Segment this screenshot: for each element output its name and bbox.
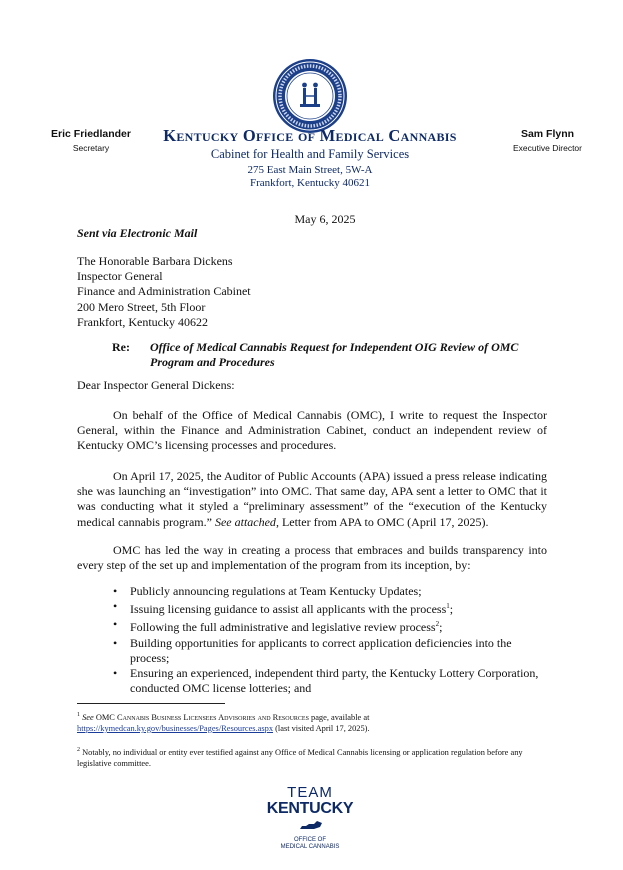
secretary-block	[46, 128, 136, 153]
recipient-block	[77, 254, 251, 330]
paragraph-3	[77, 543, 547, 573]
footnote-ref[interactable]: 1	[446, 602, 450, 611]
kentucky-state-icon	[300, 821, 322, 830]
office-name: Kentucky Office of Medical Cannabis	[163, 126, 457, 145]
recipient-line: Finance and Administration Cabinet	[77, 284, 251, 299]
bullet-icon: •	[113, 599, 118, 614]
logo-team: TEAM	[287, 784, 333, 801]
executive-director-block	[500, 128, 595, 153]
list-item: • Building opportunities for applicants to correct application deficiencies into the process;	[113, 635, 512, 665]
delivery-method: Sent via Electronic Mail	[77, 226, 198, 240]
team-kentucky-logo	[255, 784, 365, 850]
bullet-icon: •	[113, 635, 118, 650]
bullet-icon: •	[113, 666, 118, 681]
bullet-icon: •	[113, 584, 118, 598]
logo-kentucky: KENTUCKY	[255, 800, 365, 834]
paragraph-2	[77, 469, 547, 530]
secretary-title: Secretary	[72, 143, 110, 153]
list-item: • Publicly announcing regulations at Team Kentucky Updates;	[113, 584, 422, 598]
bullet-icon: •	[113, 617, 118, 632]
paragraph-2-end: , Letter from APA to OMC (April 17, 2025).	[275, 514, 489, 529]
paragraph-3-text: OMC has led the way in creating a process that embraces and builds transparency into every step of the set up and implementation of the program from its inception, by:	[77, 543, 547, 573]
list-item: • Ensuring an experienced, independent third party, the Kentucky Lottery Corporation, conducted OMC license lotteries; and	[113, 666, 539, 696]
director-name: Sam Flynn	[520, 128, 575, 140]
salutation: Dear Inspector General Dickens:	[77, 378, 235, 392]
logo-line-2: MEDICAL CANNABIS	[280, 844, 340, 850]
secretary-name: Eric Friedlander	[51, 128, 131, 140]
footnote-2: $^2$ Notably, no individual or entity ever testified against any Office of Medical Cannabis licensing or application regulation before any legislative committee.	[77, 747, 523, 768]
recipient-line: The Honorable Barbara Dickens	[77, 254, 233, 268]
recipient-line: 200 Mero Street, 5th Floor	[77, 299, 206, 314]
recipient-line: Frankfort, Kentucky 40622	[77, 314, 208, 329]
footnote-ref[interactable]: 2	[435, 620, 440, 629]
director-title: Executive Director	[513, 143, 582, 153]
logo-line-1: OFFICE OF	[294, 837, 326, 843]
resources-link[interactable]: https://kymedcan.ky.gov/businesses/Pages/Resources.aspx	[77, 723, 274, 733]
list-item: • Following the full administrative and legislative review process$^2$;	[113, 617, 443, 635]
re-label: Re:	[112, 340, 130, 354]
footnote-divider	[77, 703, 225, 704]
paragraph-2-text: On April 17, 2025, the Auditor of Public Accounts (APA) issued a press release indicating she was launching an “investigation” into OMC. That same day, APA sent a letter to OMC that it was conducting what it styled a “preliminary assessment” of the “execution of the Kentucky medical cannabis program.”	[77, 469, 547, 529]
kentucky-seal-icon	[272, 58, 348, 134]
address-line-1: 275 East Main Street, 5W-A	[247, 164, 373, 176]
re-subject: Office of Medical Cannabis Request for Independent OIG Review of OMC Program and Procedures	[150, 340, 519, 369]
footnote-1: $^1$ See OMC Cannabis Business Licensees Advisories and Resources page, available at https://kymedcan.ky.gov/businesses/Pages/Resources.aspx (last visited April 17, 2025).	[77, 712, 370, 733]
see-attached: See attached	[214, 514, 276, 529]
list-item: • Issuing licensing guidance to assist all applicants with the process$^1$;	[113, 599, 454, 617]
recipient-line: Inspector General	[77, 269, 163, 284]
letter-date: May 6, 2025	[294, 212, 356, 226]
office-address	[150, 164, 470, 190]
address-line-2: Frankfort, Kentucky 40621	[249, 177, 371, 189]
paragraph-1	[77, 408, 547, 454]
transparency-list	[113, 584, 553, 696]
paragraph-1-text: On behalf of the Office of Medical Cannabis (OMC), I write to request the Inspector General, within the Finance and Administration Cabinet, conduct an independent review of Kentucky OMC’s licensing processes and procedures.	[77, 408, 547, 453]
cabinet-name: Cabinet for Health and Family Services	[210, 147, 410, 161]
